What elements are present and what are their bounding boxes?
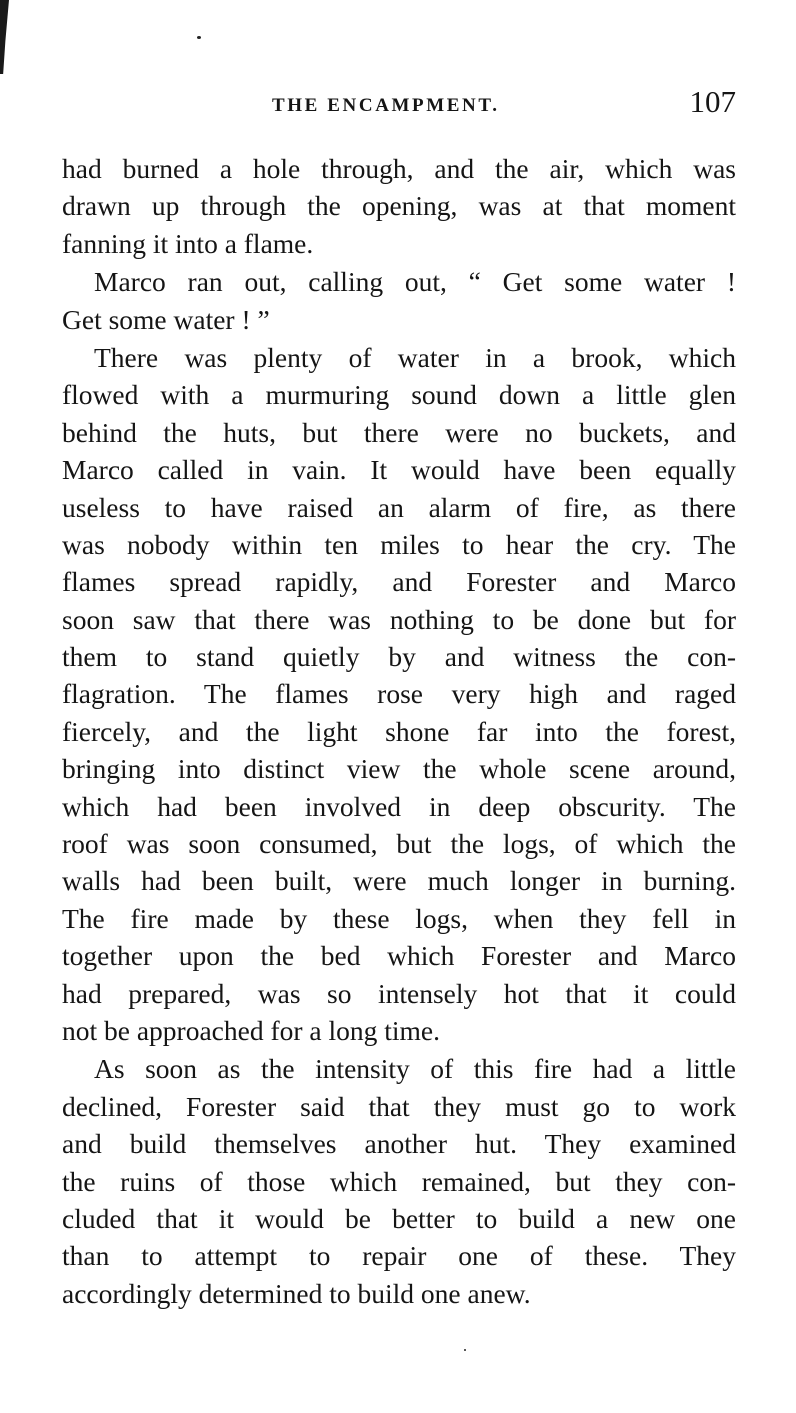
paragraph bbox=[62, 339, 736, 1049]
scan-speck bbox=[197, 36, 201, 39]
running-head bbox=[62, 84, 736, 124]
paragraph bbox=[62, 263, 736, 338]
text-line: Get some water ! ” bbox=[62, 303, 270, 335]
scan-speck bbox=[464, 1349, 466, 1351]
text-line: declined, Forester said that they must go to work bbox=[62, 1090, 736, 1122]
text-line: than to attempt to repair one of these. They bbox=[62, 1240, 736, 1272]
paragraph bbox=[62, 1050, 736, 1312]
text-line: which had been involved in deep obscurity. The bbox=[62, 790, 736, 822]
text-line: walls had been built, were much longer in burning. bbox=[62, 865, 736, 897]
text-line: flowed with a murmuring sound down a little glen bbox=[62, 379, 736, 411]
text-line: useless to have raised an alarm of fire, as there bbox=[62, 491, 736, 523]
text-line: not be approached for a long time. bbox=[62, 1014, 440, 1046]
scan-edge-mark bbox=[0, 0, 9, 74]
text-line: drawn up through the opening, was at that moment bbox=[62, 190, 736, 222]
text-line: them to stand quietly by and witness the con- bbox=[62, 641, 736, 673]
text-line: had prepared, was so intensely hot that it could bbox=[62, 977, 736, 1009]
text-line: bringing into distinct view the whole scene around, bbox=[62, 753, 736, 785]
text-line: There was plenty of water in a brook, which bbox=[94, 341, 736, 373]
text-line: the ruins of those which remained, but they con- bbox=[62, 1165, 736, 1197]
text-line: together upon the bed which Forester and Marco bbox=[62, 940, 736, 972]
text-line: cluded that it would be better to build a new one bbox=[62, 1202, 736, 1234]
text-line: flames spread rapidly, and Forester and Marco bbox=[62, 566, 736, 598]
text-line: had burned a hole through, and the air, which was bbox=[62, 153, 736, 184]
text-line: behind the huts, but there were no buckets, and bbox=[62, 416, 736, 448]
text-line: and build themselves another hut. They examined bbox=[62, 1128, 736, 1160]
text-line: fanning it into a flame. bbox=[62, 227, 314, 259]
text-line: soon saw that there was nothing to be done but for bbox=[62, 603, 736, 635]
running-title: THE ENCAMPMENT. bbox=[272, 95, 500, 116]
text-line: accordingly determined to build one anew. bbox=[62, 1277, 531, 1309]
text-line: fiercely, and the light shone far into the forest, bbox=[62, 715, 736, 747]
text-line: As soon as the intensity of this fire had a little bbox=[94, 1053, 736, 1085]
text-line: Marco called in vain. It would have been equally bbox=[62, 454, 736, 486]
text-line: The fire made by these logs, when they fell in bbox=[62, 902, 736, 934]
paragraph bbox=[62, 150, 736, 262]
text-line: flagration. The flames rose very high and raged bbox=[62, 678, 736, 710]
text-line: was nobody within ten miles to hear the cry. The bbox=[62, 528, 736, 560]
text-line: Marco ran out, calling out, “ Get some water ! bbox=[94, 266, 736, 298]
page-number: 107 bbox=[689, 84, 736, 119]
text-line: roof was soon consumed, but the logs, of which the bbox=[62, 828, 736, 860]
body-text bbox=[62, 150, 736, 1313]
